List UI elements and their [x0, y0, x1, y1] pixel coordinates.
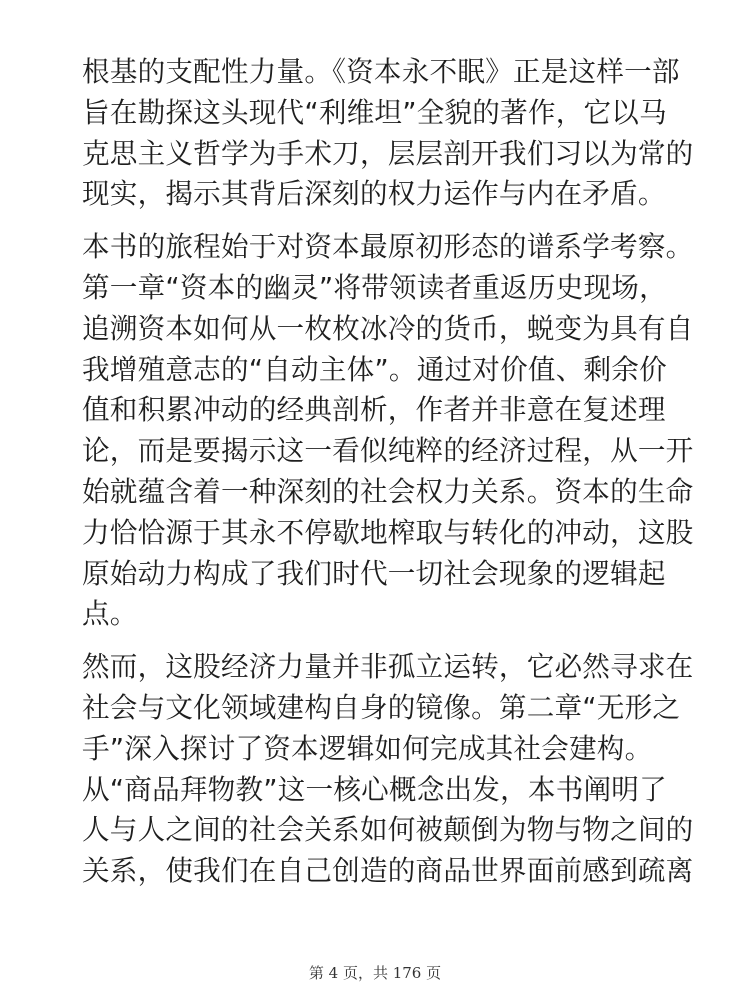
text-line: 关系，使我们在自己创造的商品世界面前感到疏离	[82, 854, 694, 888]
text-line: 力恰恰源于其永不停歇地榨取与转化的冲动，这股	[82, 515, 694, 549]
text-line: 始就蕴含着一种深刻的社会权力关系。资本的生命	[82, 474, 694, 508]
text-line: 旨在勘探这头现代“利维坦”全貌的著作，它以马	[82, 95, 667, 129]
text-line: 本书的旅程始于对资本最原初形态的谱系学考察。	[82, 230, 694, 264]
text-line: 值和积累冲动的经典剖析，作者并非意在复述理	[82, 393, 666, 427]
text-line: 根基的支配性力量。《资本永不眠》正是这样一部	[82, 55, 680, 88]
paragraph-2	[82, 227, 694, 635]
text-line: 原始动力构成了我们时代一切社会现象的逻辑起	[82, 556, 666, 590]
text-line: 追溯资本如何从一枚枚冰冷的货币，蜕变为具有自	[82, 311, 694, 345]
text-line: 点。	[82, 597, 138, 631]
text-line: 人与人之间的社会关系如何被颠倒为物与物之间的	[82, 813, 694, 847]
text-line: 现实，揭示其背后深刻的权力运作与内在矛盾。	[82, 177, 666, 211]
text-line: 第一章“资本的幽灵”将带领读者重返历史现场，	[82, 270, 667, 304]
paragraph-1	[82, 52, 694, 215]
body-text	[82, 52, 694, 892]
text-line: 我增殖意志的“自动主体”。通过对价值、剩余价	[82, 352, 667, 386]
text-line: 然而，这股经济力量并非孤立运转，它必然寻求在	[82, 650, 694, 684]
text-line: 手”深入探讨了资本逻辑如何完成其社会建构。	[82, 731, 653, 765]
text-line: 从“商品拜物教”这一核心概念出发，本书阐明了	[82, 772, 667, 806]
page-number-footer: 第 4 页，共 176 页	[308, 964, 442, 982]
text-line: 论，而是要揭示这一看似纯粹的经济过程，从一开	[82, 434, 694, 468]
text-line: 克思主义哲学为手术刀，层层剖开我们习以为常的	[82, 136, 694, 170]
text-line: 社会与文化领域建构自身的镜像。第二章“无形之	[82, 690, 681, 724]
paragraph-3	[82, 647, 694, 892]
